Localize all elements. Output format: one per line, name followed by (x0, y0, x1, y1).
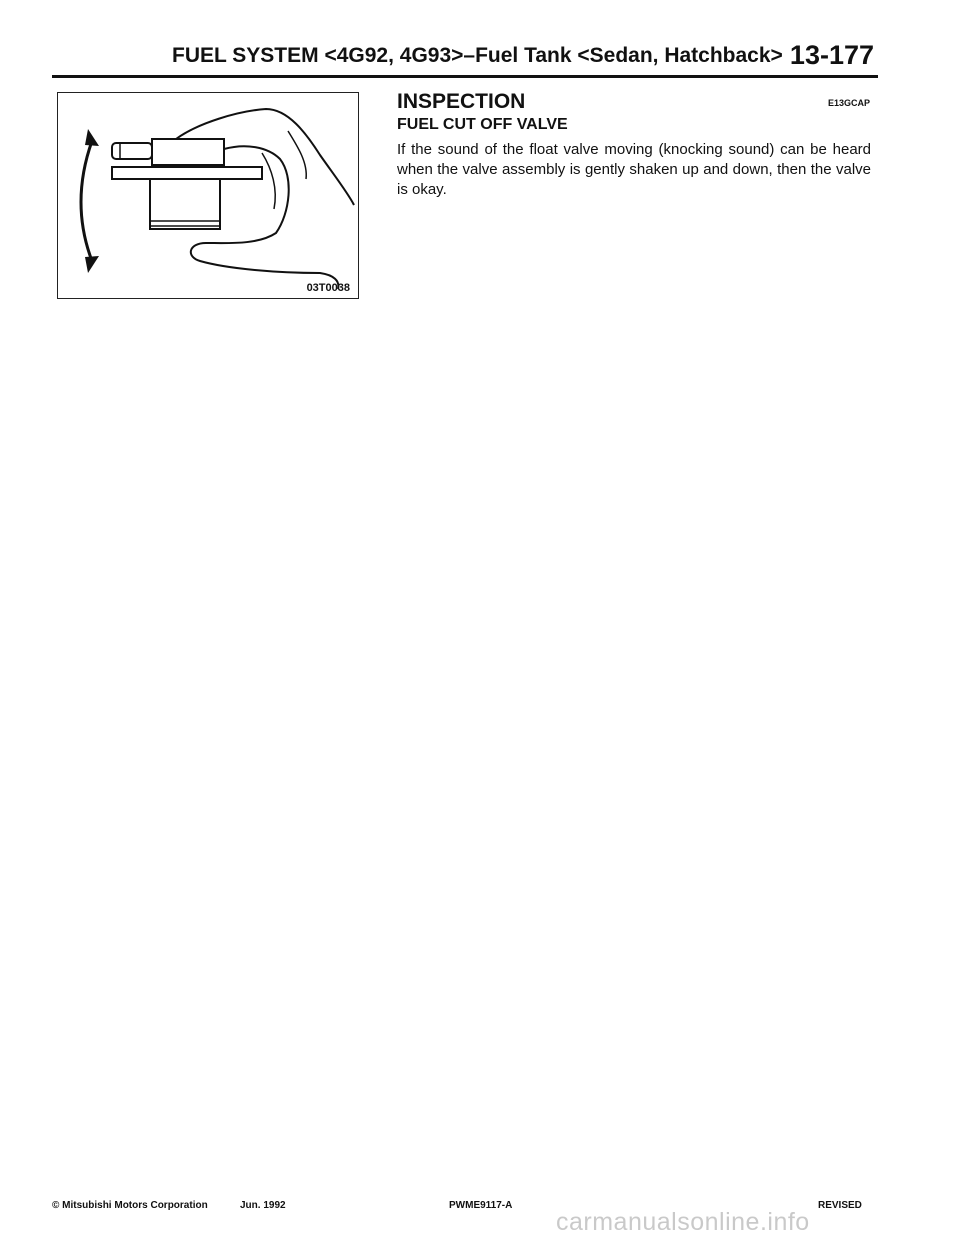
hand-valve-drawing (58, 93, 358, 298)
footer-copyright: © Mitsubishi Motors Corporation (52, 1200, 208, 1211)
finger-line (288, 131, 306, 179)
arrow-head-down-icon (85, 256, 99, 273)
subsection-title: FUEL CUT OFF VALVE (397, 116, 568, 133)
header-rule (52, 75, 878, 78)
header-title: FUEL SYSTEM <4G92, 4G93>–Fuel Tank <Sedan, Hatchback> (172, 44, 783, 67)
footer-date: Jun. 1992 (240, 1200, 286, 1211)
page-header (52, 40, 878, 80)
page-number: 13-177 (789, 40, 874, 70)
valve-flange (112, 167, 262, 179)
valve-top (152, 139, 224, 165)
inspection-body-text: If the sound of the float valve moving (knocking sound) can be heard when the valve assembly is gently shaken up and down, then the valve is okay. (397, 141, 871, 198)
figure-code: 03T0038 (306, 282, 350, 294)
valve-nipple (112, 143, 152, 159)
arrow-head-up-icon (85, 129, 99, 146)
section-title: INSPECTION (397, 90, 526, 113)
section-code: E13GCAP (828, 98, 871, 108)
valve-shake-illustration (57, 92, 359, 299)
shake-arrow-icon (81, 141, 92, 261)
finger-line-2 (262, 153, 275, 209)
watermark: carmanualsonline.info (556, 1208, 810, 1236)
footer-status: REVISED (818, 1200, 862, 1211)
footer-doc-code: PWME9117-A (449, 1200, 513, 1211)
